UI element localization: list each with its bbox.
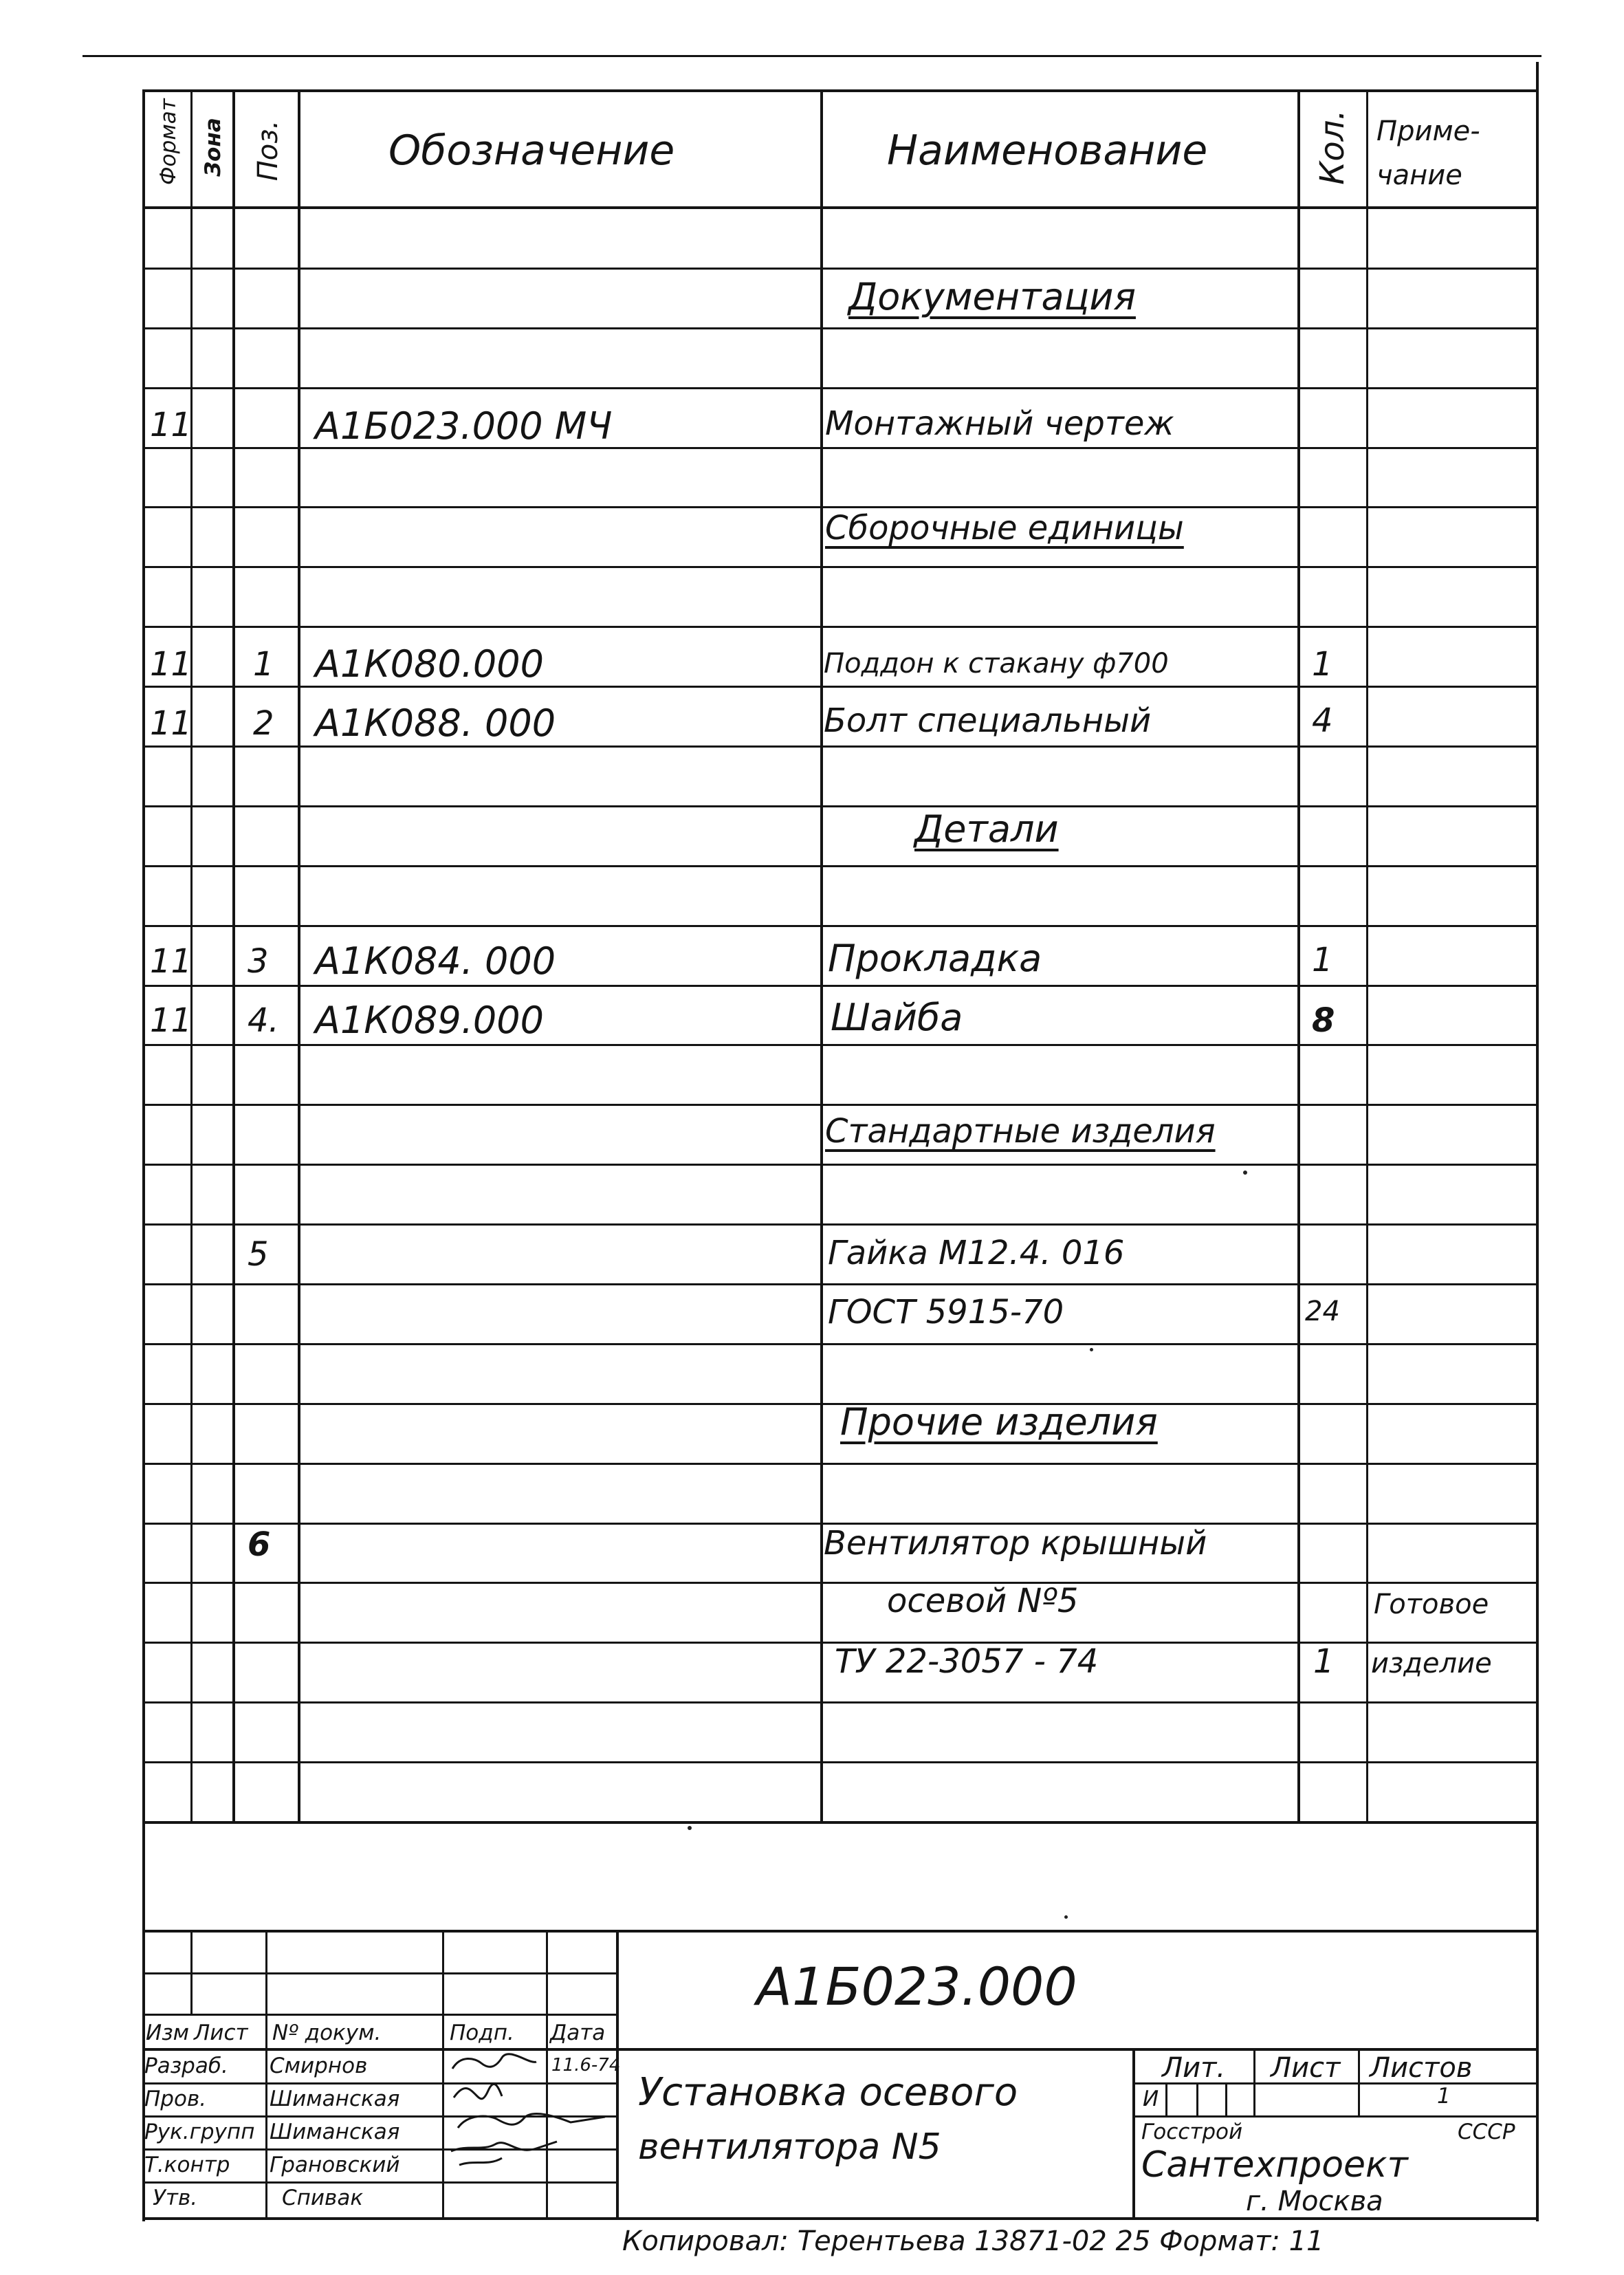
frame-left-line — [142, 89, 145, 2221]
tb-name-3: Шиманская — [270, 2120, 400, 2144]
row-4-pos: 4. — [248, 1001, 279, 1040]
table-row-line — [142, 268, 1537, 270]
tb-col-sign: Подп. — [450, 2021, 514, 2045]
table-row-line — [142, 925, 1537, 927]
tb-org-l1: Госстрой — [1141, 2120, 1243, 2144]
row-9-note: изделие — [1371, 1648, 1492, 1679]
tb-role-2: Пров. — [144, 2087, 207, 2111]
table-row-line — [142, 626, 1537, 628]
tb-sheets-label: Листов — [1370, 2052, 1473, 2084]
tb-right-divider — [1132, 2048, 1135, 2217]
header-note-l2: чание — [1376, 160, 1462, 191]
table-row-line — [142, 865, 1537, 867]
table-row-line — [142, 387, 1537, 389]
tb-org-l1b: СССР — [1458, 2120, 1515, 2144]
tb-role-4: Т.контр — [144, 2153, 230, 2177]
row-2-qty: 4 — [1312, 701, 1333, 740]
table-row-line — [142, 805, 1537, 807]
table-row-line — [142, 566, 1537, 568]
header-note-l1: Приме- — [1376, 116, 1480, 147]
tb-name-2: Шиманская — [270, 2087, 400, 2111]
table-row-line — [142, 1582, 1537, 1584]
tb-col-doc: Nº докум. — [272, 2021, 382, 2045]
row-3-pos: 3 — [248, 942, 269, 981]
scan-speck — [1090, 1348, 1093, 1351]
tb-role-3: Рук.групп — [144, 2120, 255, 2144]
section-documentation: Документация — [848, 275, 1136, 318]
col-line-pos — [298, 89, 300, 1822]
frame-top-line-2 — [142, 89, 1537, 92]
row-3-designation: А1К084. 000 — [315, 939, 556, 983]
tb-role-5: Утв. — [153, 2186, 198, 2210]
row-3-name: Прокладка — [828, 937, 1042, 980]
scan-speck — [688, 1826, 692, 1830]
section-standard: Стандартные изделия — [825, 1112, 1216, 1151]
row-7-name: Вентилятор крышный — [824, 1524, 1207, 1563]
col-line-name — [1297, 89, 1300, 1822]
row-9-name: ТУ 22-3057 - 74 — [835, 1642, 1099, 1681]
tb-row-1 — [142, 1972, 617, 1974]
tb-title-l1: Установка осевого — [638, 2070, 1018, 2115]
tb-name-4: Грановский — [270, 2153, 400, 2177]
table-row-line — [142, 1283, 1537, 1285]
tb-date-1: 11.6-74 — [551, 2055, 621, 2076]
row-1-name: Поддон к стакану ф700 — [824, 648, 1169, 679]
tb-org-l3: г. Москва — [1246, 2186, 1383, 2217]
section-details: Детали — [914, 807, 1059, 851]
tb-role-1: Разраб. — [144, 2054, 228, 2078]
row-0-designation: А1Б023.000 МЧ — [315, 404, 613, 448]
table-row-line — [142, 686, 1537, 688]
col-line-qty — [1366, 89, 1368, 1822]
row-3-qty: 1 — [1312, 941, 1333, 979]
header-qty: Кол. — [1313, 109, 1352, 185]
tb-lit-sub-2 — [1196, 2082, 1198, 2117]
table-row-line — [142, 1701, 1537, 1703]
row-1-qty: 1 — [1312, 645, 1333, 684]
tb-lit-sub-1 — [1165, 2082, 1167, 2117]
row-2-pos: 2 — [253, 704, 274, 743]
tb-sheets-value: 1 — [1437, 2084, 1451, 2109]
tb-col-date: Дата — [550, 2021, 606, 2045]
table-row-line — [142, 1761, 1537, 1763]
row-1-designation: А1К080.000 — [315, 642, 544, 686]
table-row-line — [142, 1223, 1537, 1226]
frame-top-line — [83, 55, 1541, 57]
tb-lit-value: И — [1143, 2087, 1159, 2111]
title-top-line — [142, 1930, 1537, 1933]
table-row-line — [142, 1104, 1537, 1106]
row-1-pos: 1 — [253, 645, 274, 684]
frame-right-line — [1536, 62, 1539, 2221]
scan-speck — [1243, 1171, 1247, 1175]
table-row-line — [142, 327, 1537, 329]
table-row-line — [142, 1343, 1537, 1345]
table-row-line — [142, 1463, 1537, 1465]
tb-org-l2: Сантехпроект — [1141, 2144, 1408, 2186]
row-0-format: 11 — [150, 406, 193, 444]
row-0-name: Монтажный чертеж — [825, 404, 1174, 443]
row-1-format: 11 — [150, 645, 193, 684]
tb-lit-sub-3 — [1225, 2082, 1227, 2117]
tb-sheet-label: Лист — [1271, 2052, 1341, 2084]
table-bottom-line — [142, 1821, 1537, 1824]
tb-title-l2: вентилятора N5 — [638, 2126, 941, 2168]
tb-col-izm: Изм — [146, 2021, 190, 2045]
header-zone: Зона — [201, 118, 226, 177]
tb-lit-row-2 — [1132, 2115, 1537, 2118]
scan-speck — [1064, 1915, 1068, 1919]
row-4-name: Шайба — [831, 996, 963, 1039]
tb-row-2 — [142, 2014, 617, 2016]
table-row-line — [142, 506, 1537, 508]
section-assemblies: Сборочные единицы — [825, 509, 1184, 547]
tb-col-list: Лист — [194, 2021, 248, 2045]
header-name: Наименование — [887, 127, 1208, 175]
row-5-name: Гайка М12.4. 016 — [828, 1234, 1125, 1272]
row-2-format: 11 — [150, 704, 193, 743]
row-3-format: 11 — [150, 942, 193, 981]
row-7-pos: 6 — [248, 1525, 271, 1564]
col-line-designation — [820, 89, 823, 1822]
table-row-line — [142, 985, 1537, 987]
row-2-name: Болт специальный — [824, 701, 1152, 740]
header-designation: Обозначение — [388, 127, 675, 175]
row-8-note: Готовое — [1374, 1589, 1489, 1620]
table-row-line — [142, 1164, 1537, 1166]
header-format: Формат — [156, 98, 181, 185]
row-4-format: 11 — [150, 1001, 193, 1040]
table-row-line — [142, 745, 1537, 748]
section-other: Прочие изделия — [840, 1400, 1158, 1444]
header-pos: Поз. — [252, 120, 284, 182]
row-5-pos: 5 — [248, 1235, 269, 1274]
tb-name-1: Смирнов — [270, 2054, 368, 2078]
row-9-qty: 1 — [1313, 1642, 1335, 1681]
tb-name-5: Спивак — [282, 2186, 364, 2210]
row-6-name: ГОСТ 5915-70 — [828, 1293, 1064, 1331]
row-2-designation: А1К088. 000 — [315, 701, 556, 745]
header-bottom-line — [142, 206, 1537, 209]
footer-copied: Копировал: Терентьева 13871-02 25 Формат: 11 — [622, 2225, 1324, 2257]
table-row-line — [142, 1044, 1537, 1046]
doc-number: А1Б023.000 — [756, 1956, 1077, 2017]
row-8-name: осевой Nº5 — [887, 1582, 1079, 1620]
row-6-qty: 24 — [1305, 1296, 1340, 1327]
row-4-qty: 8 — [1312, 1001, 1335, 1040]
tb-row-3 — [142, 2048, 1537, 2051]
row-4-designation: А1К089.000 — [315, 999, 544, 1042]
col-line-zone — [232, 89, 235, 1822]
tb-bottom — [142, 2217, 1537, 2220]
tb-lit-label: Лит. — [1162, 2052, 1226, 2084]
